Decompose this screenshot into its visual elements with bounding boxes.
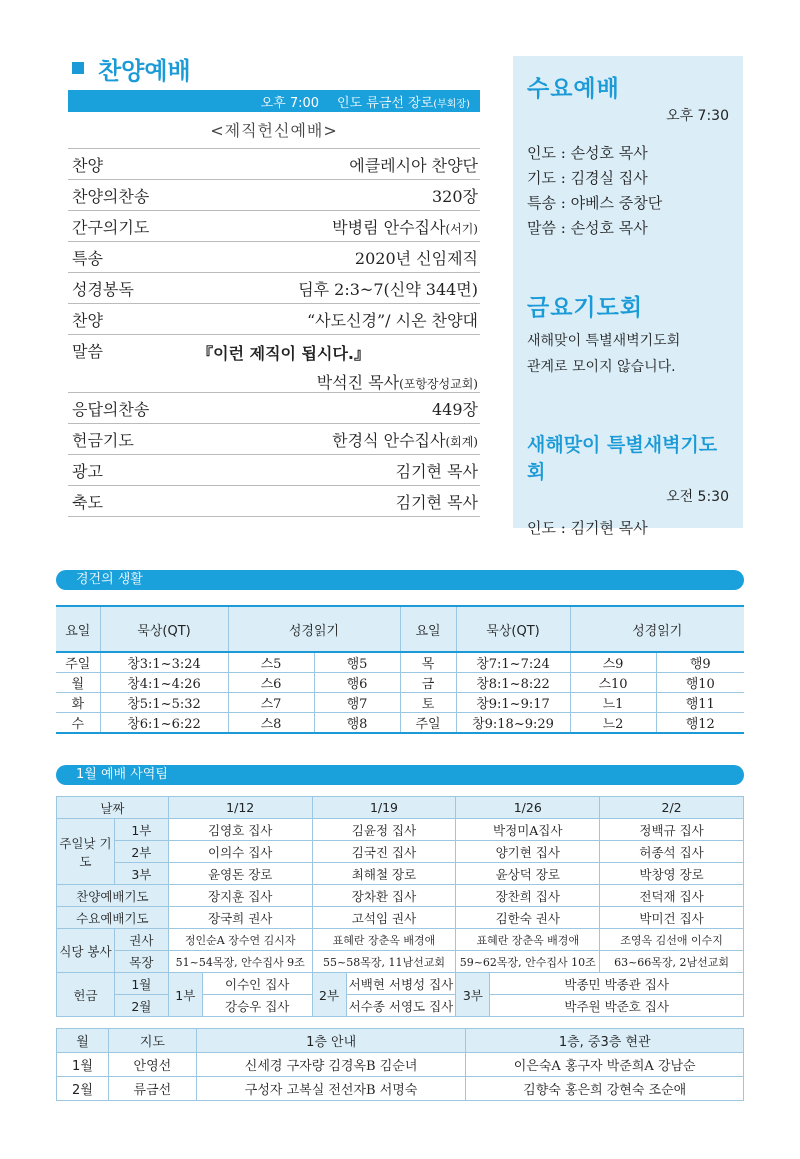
order-row: 응답의찬송 449장 xyxy=(68,393,480,424)
order-row: 광고 김기현 목사 xyxy=(68,455,480,486)
praise-subtitle: <제직헌신예배> xyxy=(210,121,338,140)
praise-title: 찬양예배 xyxy=(68,50,480,86)
wednesday-title: 수요예배 xyxy=(527,76,620,102)
order-row: 찬양 “사도신경”/ 시온 찬양대 xyxy=(68,304,480,335)
friday-title: 금요기도회 xyxy=(527,295,644,321)
dawn-time: 오전 5:30 xyxy=(666,489,729,505)
praise-leader: 인도 류금선 장로(부회장) xyxy=(337,95,470,111)
friday-text: 새해맞이 특별새벽기도회 관계로 모이지 않습니다. xyxy=(527,333,681,375)
table-row: 식당 봉사 권사 정인순A 장수연 김시자 표혜란 장춘옥 배경애 표혜란 장춘옥 배경애 조영옥 김선애 이수지 xyxy=(57,929,744,951)
table-row: 2부 이의수 집사 김국진 집사 양기현 집사 허종석 집사 xyxy=(57,841,744,863)
table-row: 헌금 1월 1부 이수인 집사 2부 서백현 서병성 집사 3부 박종민 박종관 집사 xyxy=(57,973,744,995)
praise-info-bar xyxy=(68,90,480,112)
sermon-row: 말씀 『이런 제직이 됩시다.』 박석진 목사(포항장성교회) xyxy=(68,335,480,393)
table-row: 수 창6:1~6:22 스8 행8 주일 창9:18~9:29 느2 행12 xyxy=(56,713,744,734)
order-row: 헌금기도 한경식 안수집사(회계) xyxy=(68,424,480,455)
table-row: 수요예배기도 장국희 권사 고석임 권사 김한숙 권사 박미건 집사 xyxy=(57,907,744,929)
side-info-box xyxy=(513,56,743,537)
order-of-service xyxy=(68,148,480,517)
square-bullet-icon xyxy=(72,62,84,74)
order-row: 특송 2020년 신임제직 xyxy=(68,242,480,273)
dawn-title: 새해맞이 특별새벽기도회 xyxy=(527,434,718,483)
order-row: 찬양의찬송 320장 xyxy=(68,180,480,211)
table-row: 주일 창3:1~3:24 스5 행5 목 창7:1~7:24 스9 행9 xyxy=(56,652,744,673)
wednesday-time: 오후 7:30 xyxy=(666,108,729,124)
devotion-header: 경건의 생활 xyxy=(56,570,744,590)
table-row: 2월 강승우 집사 서수종 서영도 집사 박주원 박준호 집사 xyxy=(57,995,744,1017)
table-row: 찬양예배기도 장지훈 집사 장차환 집사 장찬희 집사 전덕재 집사 xyxy=(57,885,744,907)
sermon-preacher: 박석진 목사(포항장성교회) xyxy=(316,373,478,392)
order-row: 찬양 에클레시아 찬양단 xyxy=(68,149,480,180)
dawn-leader: 인도 : 김기현 목사 xyxy=(527,519,648,537)
serving-table: 날짜 1/12 1/19 1/26 2/2 주일낮 기도 1부 김영호 집사 김윤정 집사 박정미A집사 정백규 집사 2부 이의수 집사 김국진 집사 양기현 집사 허종석 집사 3부 윤영돈 장로 최해철 장로 윤상덕 장로 박창영 장로 찬양예배기도 장지훈 집사 장차환 집사 장찬희 집사 전덕재 집사 수요예배기도 장국희 권사 고석임 권사 김한숙 권사 박미건 집사 식당 봉사 권사 정인순A 장수연 김시자 표혜란 장춘옥 배경애 표혜란 장춘옥 배경애 조영옥 김선애 이수지 목장 51~54목장, 안수집사 9조 55~58목장, 11남선교회 59~62목장, 안수집사 10조 63~66목장, 2남선교회 헌금 1월 1부 이수인 집사 2부 서백현 서병성 집사 3부 박종민 박종관 집사 2월 강승우 집사 서수종 서영도 집사 박주원 박준호 집사 xyxy=(56,796,744,1017)
order-row: 축도 김기현 목사 xyxy=(68,486,480,517)
praise-time: 오후 7:00 xyxy=(260,95,320,111)
table-row: 월 창4:1~4:26 스6 행6 금 창8:1~8:22 스10 행10 xyxy=(56,673,744,693)
table-row: 화 창5:1~5:32 스7 행7 토 창9:1~9:17 느1 행11 xyxy=(56,693,744,713)
praise-worship-section xyxy=(68,50,480,517)
table-row: 주일낮 기도 1부 김영호 집사 김윤정 집사 박정미A집사 정백규 집사 xyxy=(57,819,744,841)
table-row: 3부 윤영돈 장로 최해철 장로 윤상덕 장로 박창영 장로 xyxy=(57,863,744,885)
table-row: 목장 51~54목장, 안수집사 9조 55~58목장, 11남선교회 59~62목장, 안수집사 10조 63~66목장, 2남선교회 xyxy=(57,951,744,973)
order-row: 성경봉독 딤후 2:3~7(신약 344면) xyxy=(68,273,480,304)
wednesday-list: 인도 : 손성호 목사 기도 : 김경실 집사 특송 : 야베스 중창단 말씀 : 손성호 목사 xyxy=(527,144,663,237)
sermon-title: 『이런 제직이 됩시다.』 xyxy=(197,344,370,363)
devotion-table: 요일 묵상(QT) 성경읽기 요일 묵상(QT) 성경읽기 주일 창3:1~3:24 스5 행5 목 창7:1~7:24 스9 행9 월 창4:1~4:26 스6 행6 금 창8:1~8:22 스10 행10 화 창5:1~5:32 스7 행7 토 창9:1~9:17 느1 행11 수 창6:1~6:22 스8 행8 주일 창9:18~9:29 느2 행12 xyxy=(56,605,744,734)
table-row: 2월 류금선 구성자 고복실 전선자B 서명숙 김향숙 홍은희 강현숙 조순애 xyxy=(57,1077,744,1101)
serving-header: 1월 예배 사역팀 xyxy=(56,765,744,785)
table-row: 1월 안영선 신세경 구자량 김경옥B 김순녀 이은숙A 홍구자 박준희A 강남순 xyxy=(57,1053,744,1077)
order-row: 간구의기도 박병림 안수집사(서기) xyxy=(68,211,480,242)
greeters-table: 월 지도 1층 안내 1층, 중3층 현관 1월 안영선 신세경 구자량 김경옥B 김순녀 이은숙A 홍구자 박준희A 강남순 2월 류금선 구성자 고복실 전선자B 서명숙 김향숙 홍은희 강현숙 조순애 xyxy=(56,1028,744,1101)
